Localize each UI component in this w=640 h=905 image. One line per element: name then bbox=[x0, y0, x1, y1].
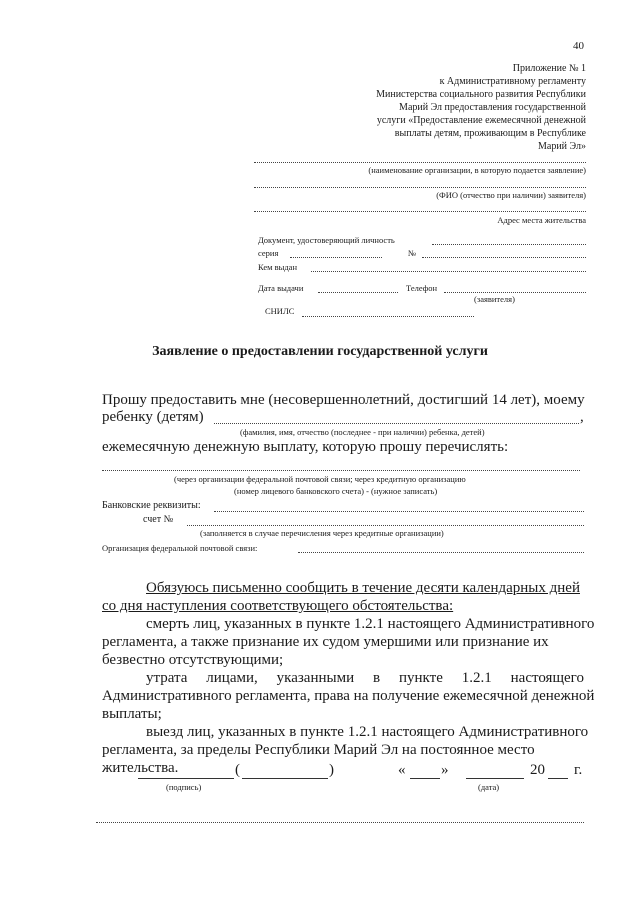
fio-field[interactable] bbox=[254, 187, 586, 188]
account-label: счет № bbox=[143, 514, 174, 525]
date-year-suffix: г. bbox=[574, 762, 583, 778]
signature-field[interactable] bbox=[138, 778, 234, 779]
issue-date-field[interactable] bbox=[318, 292, 398, 293]
transfer-caption2: (номер лицевого банковского счета) - (нужное записать) bbox=[234, 486, 438, 496]
request-line2-prefix: ребенку (детям) bbox=[102, 409, 204, 425]
date-year-prefix: 20 bbox=[530, 762, 545, 778]
obligation-p4c: жительства. bbox=[102, 760, 179, 776]
series-label: серия bbox=[258, 248, 279, 258]
request-line3: ежемесячную денежную выплату, которую прошу перечислять: bbox=[102, 439, 509, 455]
obligation-p3a bbox=[146, 670, 584, 687]
obligation-p2a: смерть лиц, указанных в пункте 1.2.1 настоящего Административного bbox=[146, 616, 595, 632]
obligation-p4a: выезд лиц, указанных в пункте 1.2.1 настоящего Административного bbox=[146, 724, 589, 740]
page-number: 40 bbox=[573, 40, 584, 52]
number-field[interactable] bbox=[422, 257, 586, 258]
appendix-line: Марий Эл предоставления государственной bbox=[399, 102, 586, 113]
address-caption: Адрес места жительства bbox=[497, 215, 586, 225]
snils-field[interactable] bbox=[302, 316, 474, 317]
account-caption: (заполняется в случае перечисления через кредитные организации) bbox=[200, 528, 444, 538]
post-field[interactable] bbox=[298, 552, 584, 553]
org-name-field[interactable] bbox=[254, 162, 586, 163]
document-title: Заявление о предоставлении государственной услуги bbox=[152, 344, 488, 359]
date-month-field[interactable] bbox=[466, 778, 524, 779]
applicant-caption: (заявителя) bbox=[474, 294, 515, 304]
bank-field[interactable] bbox=[214, 511, 584, 512]
snils-label: СНИЛС bbox=[265, 306, 295, 316]
fio-caption: (ФИО (отчество при наличии) заявителя) bbox=[436, 190, 586, 200]
child-name-field[interactable] bbox=[214, 423, 579, 424]
account-field[interactable] bbox=[187, 525, 584, 526]
issued-by-label: Кем выдан bbox=[258, 262, 297, 272]
phone-field[interactable] bbox=[444, 292, 586, 293]
word: лицами, bbox=[206, 670, 258, 686]
address-field[interactable] bbox=[254, 211, 586, 212]
signature-close-paren: ) bbox=[329, 762, 334, 778]
date-close-quote: » bbox=[441, 762, 449, 778]
request-line2-suffix: , bbox=[580, 409, 584, 425]
bottom-divider bbox=[96, 822, 584, 823]
obligation-p2b: регламента, а также признание их судом умершими или признание их bbox=[102, 634, 549, 650]
date-day-field[interactable] bbox=[410, 778, 440, 779]
appendix-line: выплаты детям, проживающим в Республике bbox=[394, 128, 586, 139]
date-open-quote: « bbox=[398, 762, 406, 778]
issued-by-field[interactable] bbox=[311, 271, 586, 272]
word: настоящего bbox=[510, 670, 584, 686]
appendix-line: Марий Эл» bbox=[538, 141, 586, 152]
appendix-line: Приложение № 1 bbox=[512, 63, 586, 74]
child-caption: (фамилия, имя, отчество (последнее - при наличии) ребенка, детей) bbox=[240, 427, 485, 437]
date-caption: (дата) bbox=[478, 782, 500, 792]
word: утрата bbox=[146, 670, 188, 686]
doc-field[interactable] bbox=[432, 244, 586, 245]
appendix-line: к Административному регламенту bbox=[439, 76, 586, 87]
signature-open-paren: ( bbox=[235, 762, 240, 778]
word: 1.2.1 bbox=[461, 670, 492, 686]
word: в bbox=[373, 670, 381, 686]
bank-label: Банковские реквизиты: bbox=[102, 500, 201, 511]
signature-caption: (подпись) bbox=[166, 782, 202, 792]
post-label: Организация федеральной почтовой связи: bbox=[102, 543, 258, 553]
obligation-p1a: Обязуюсь письменно сообщить в течение десяти календарных дней bbox=[146, 580, 580, 596]
series-field[interactable] bbox=[290, 257, 382, 258]
date-year-field[interactable] bbox=[548, 778, 568, 779]
doc-label: Документ, удостоверяющий личность bbox=[258, 235, 395, 245]
obligation-p3c: выплаты; bbox=[102, 706, 162, 722]
appendix-line: услуги «Предоставление ежемесячной денежной bbox=[376, 115, 586, 126]
obligation-p4b: регламента, за пределы Республики Марий Эл на постоянное место bbox=[102, 742, 535, 758]
signature-decode-field[interactable] bbox=[242, 778, 328, 779]
appendix-line: Министерства социального развития Республики bbox=[376, 89, 586, 100]
issue-date-label: Дата выдачи bbox=[258, 283, 304, 293]
number-label: № bbox=[408, 248, 417, 258]
obligation-p3b: Административного регламента, права на получение ежемесячной денежной bbox=[102, 688, 595, 704]
phone-label: Телефон bbox=[406, 283, 438, 293]
word: пункте bbox=[399, 670, 443, 686]
transfer-method-field[interactable] bbox=[102, 470, 580, 471]
request-line1: Прошу предоставить мне (несовершеннолетний, достигший 14 лет), моему bbox=[102, 392, 585, 408]
org-caption: (наименование организации, в которую подается заявление) bbox=[368, 165, 586, 175]
transfer-caption1: (через организации федеральной почтовой связи; через кредитную организацию bbox=[174, 474, 466, 484]
obligation-p1b: со дня наступления соответствующего обстоятельства: bbox=[102, 598, 454, 614]
word: указанными bbox=[276, 670, 355, 686]
obligation-p2c: безвестно отсутствующими; bbox=[102, 652, 284, 668]
